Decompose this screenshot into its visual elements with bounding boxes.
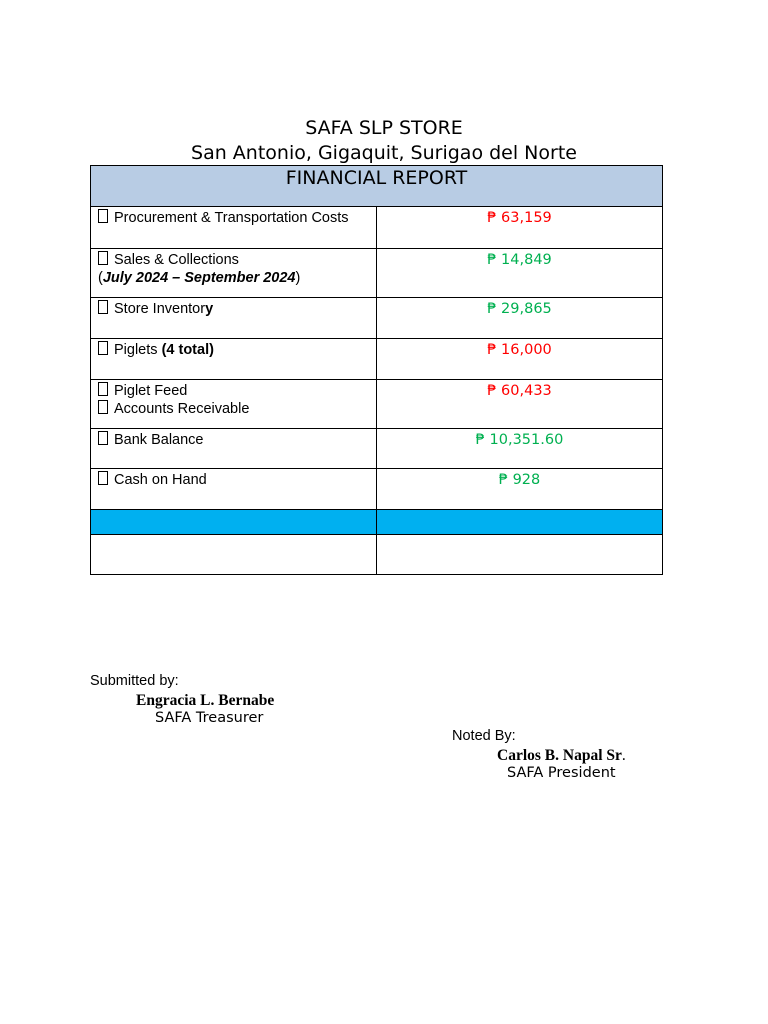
table-row bbox=[91, 429, 663, 469]
row-value: ₱ 10,351.60 bbox=[475, 432, 564, 448]
checkbox-icon bbox=[98, 209, 108, 223]
row-label: Cash on Hand bbox=[114, 472, 207, 488]
row-value: ₱ 60,433 bbox=[487, 383, 552, 399]
table-row: Sales & Collections (July 2024 – September 2024) ₱ 14,849 bbox=[91, 249, 663, 298]
table-row: Store Inventory ₱ 29,865 bbox=[91, 298, 663, 339]
store-name: SAFA SLP STORE bbox=[305, 117, 463, 139]
checkbox-icon bbox=[98, 251, 108, 265]
row-value: ₱ 16,000 bbox=[487, 342, 552, 358]
president-role: SAFA President bbox=[507, 765, 616, 781]
row-label: Piglets bbox=[114, 342, 162, 358]
checkbox-icon bbox=[98, 431, 108, 445]
row-value: ₱ 14,849 bbox=[487, 252, 552, 268]
row-value: ₱ 63,159 bbox=[487, 210, 552, 226]
financial-report-table bbox=[90, 165, 663, 575]
checkbox-icon bbox=[98, 341, 108, 355]
checkbox-icon bbox=[98, 400, 108, 414]
checkbox-icon bbox=[98, 471, 108, 485]
checkbox-icon bbox=[98, 382, 108, 396]
row-label: Accounts Receivable bbox=[114, 401, 250, 417]
row-label: Piglet Feed bbox=[114, 383, 188, 399]
president-name: Carlos B. Napal Sr. bbox=[497, 747, 626, 764]
row-label: Bank Balance bbox=[114, 432, 204, 448]
table-header-row bbox=[91, 166, 663, 207]
treasurer-role: SAFA Treasurer bbox=[155, 710, 264, 726]
row-label: Procurement & Transportation Costs bbox=[114, 210, 349, 226]
treasurer-name: Engracia L. Bernabe bbox=[136, 692, 275, 709]
store-location: San Antonio, Gigaquit, Surigao del Norte bbox=[191, 142, 577, 164]
empty-row bbox=[91, 535, 663, 575]
row-label: Sales & Collections bbox=[114, 252, 239, 268]
table-row bbox=[91, 207, 663, 249]
noted-by-label: Noted By: bbox=[452, 728, 516, 744]
row-label: Store Inventor bbox=[114, 301, 206, 317]
submitted-by-label: Submitted by: bbox=[90, 673, 179, 689]
row-value: ₱ 29,865 bbox=[487, 301, 552, 317]
table-row bbox=[91, 380, 663, 429]
row-value: ₱ 928 bbox=[498, 472, 541, 488]
checkbox-icon bbox=[98, 300, 108, 314]
table-row bbox=[91, 469, 663, 510]
table-row: Piglets (4 total) ₱ 16,000 bbox=[91, 339, 663, 380]
highlight-row bbox=[91, 510, 663, 535]
report-header bbox=[0, 116, 768, 166]
period-note: July 2024 – September 2024 bbox=[102, 270, 296, 286]
report-title: FINANCIAL REPORT bbox=[91, 166, 663, 207]
